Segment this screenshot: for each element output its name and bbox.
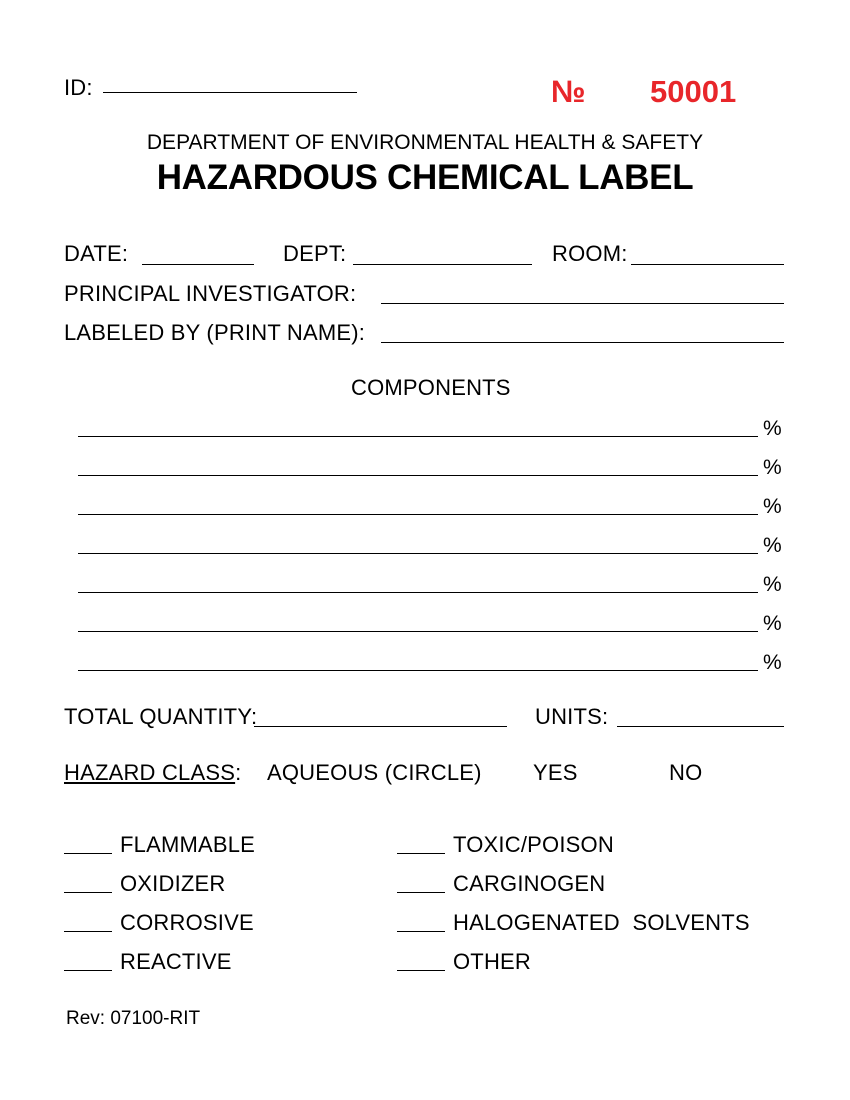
room-label: ROOM: bbox=[552, 241, 628, 266]
component-row-6-percent: % bbox=[763, 612, 782, 635]
id-label: ID: bbox=[64, 75, 93, 100]
units-field[interactable] bbox=[617, 726, 784, 727]
dept-label: DEPT: bbox=[283, 241, 347, 266]
principal-investigator-field[interactable] bbox=[381, 303, 784, 304]
serial-symbol: № bbox=[551, 74, 586, 109]
component-row-1-percent: % bbox=[763, 417, 782, 440]
date-label: DATE: bbox=[64, 241, 129, 266]
units-label: UNITS: bbox=[535, 704, 609, 729]
corrosive-label: CORROSIVE bbox=[120, 910, 254, 935]
room-field[interactable] bbox=[631, 264, 784, 265]
component-row-5-percent: % bbox=[763, 573, 782, 596]
reactive-label: REACTIVE bbox=[120, 949, 232, 974]
other-check-field[interactable] bbox=[397, 970, 445, 971]
page-title: HAZARDOUS CHEMICAL LABEL bbox=[156, 158, 694, 197]
component-row-1-field[interactable] bbox=[78, 436, 758, 437]
corrosive-check-field[interactable] bbox=[64, 931, 112, 932]
department-heading: DEPARTMENT OF ENVIRONMENTAL HEALTH & SAFETY bbox=[146, 131, 704, 154]
component-row-3-percent: % bbox=[763, 495, 782, 518]
component-row-6-field[interactable] bbox=[78, 631, 758, 632]
reactive-check-field[interactable] bbox=[64, 970, 112, 971]
hazard-class-label: HAZARD CLASS bbox=[64, 760, 236, 785]
toxic-poison-label: TOXIC/POISON bbox=[453, 832, 614, 857]
component-row-3-field[interactable] bbox=[78, 514, 758, 515]
halogenated-solvents-label: HALOGENATED SOLVENTS bbox=[453, 910, 750, 935]
total-quantity-label: TOTAL QUANTITY: bbox=[64, 704, 258, 729]
aqueous-label: AQUEOUS (CIRCLE) bbox=[267, 760, 482, 785]
hazard-class-colon: : bbox=[235, 760, 242, 785]
oxidizer-label: OXIDIZER bbox=[120, 871, 226, 896]
components-heading: COMPONENTS bbox=[351, 375, 511, 400]
principal-investigator-label: PRINCIPAL INVESTIGATOR: bbox=[64, 281, 357, 306]
labeled-by-label: LABELED BY (PRINT NAME): bbox=[64, 320, 366, 345]
total-quantity-field[interactable] bbox=[254, 726, 507, 727]
component-row-5-field[interactable] bbox=[78, 592, 758, 593]
component-row-4-percent: % bbox=[763, 534, 782, 557]
serial-number: 50001 bbox=[650, 74, 737, 109]
component-row-7-percent: % bbox=[763, 651, 782, 674]
halogenated-solvents-check-field[interactable] bbox=[397, 931, 445, 932]
id-field[interactable] bbox=[103, 92, 357, 93]
revision-label: Rev: 07100-RIT bbox=[66, 1008, 201, 1029]
carcinogen-label: CARGINOGEN bbox=[453, 871, 606, 896]
hazard-class-heading bbox=[64, 762, 241, 784]
flammable-label: FLAMMABLE bbox=[120, 832, 256, 857]
component-row-4-field[interactable] bbox=[78, 553, 758, 554]
aqueous-yes-option[interactable]: YES bbox=[533, 760, 578, 785]
carcinogen-check-field[interactable] bbox=[397, 892, 445, 893]
flammable-check-field[interactable] bbox=[64, 853, 112, 854]
aqueous-no-option[interactable]: NO bbox=[669, 760, 703, 785]
component-row-2-field[interactable] bbox=[78, 475, 758, 476]
dept-field[interactable] bbox=[353, 264, 532, 265]
labeled-by-field[interactable] bbox=[381, 342, 784, 343]
date-field[interactable] bbox=[142, 264, 254, 265]
component-row-7-field[interactable] bbox=[78, 670, 758, 671]
other-label: OTHER bbox=[453, 949, 531, 974]
oxidizer-check-field[interactable] bbox=[64, 892, 112, 893]
toxic-poison-check-field[interactable] bbox=[397, 853, 445, 854]
component-row-2-percent: % bbox=[763, 456, 782, 479]
